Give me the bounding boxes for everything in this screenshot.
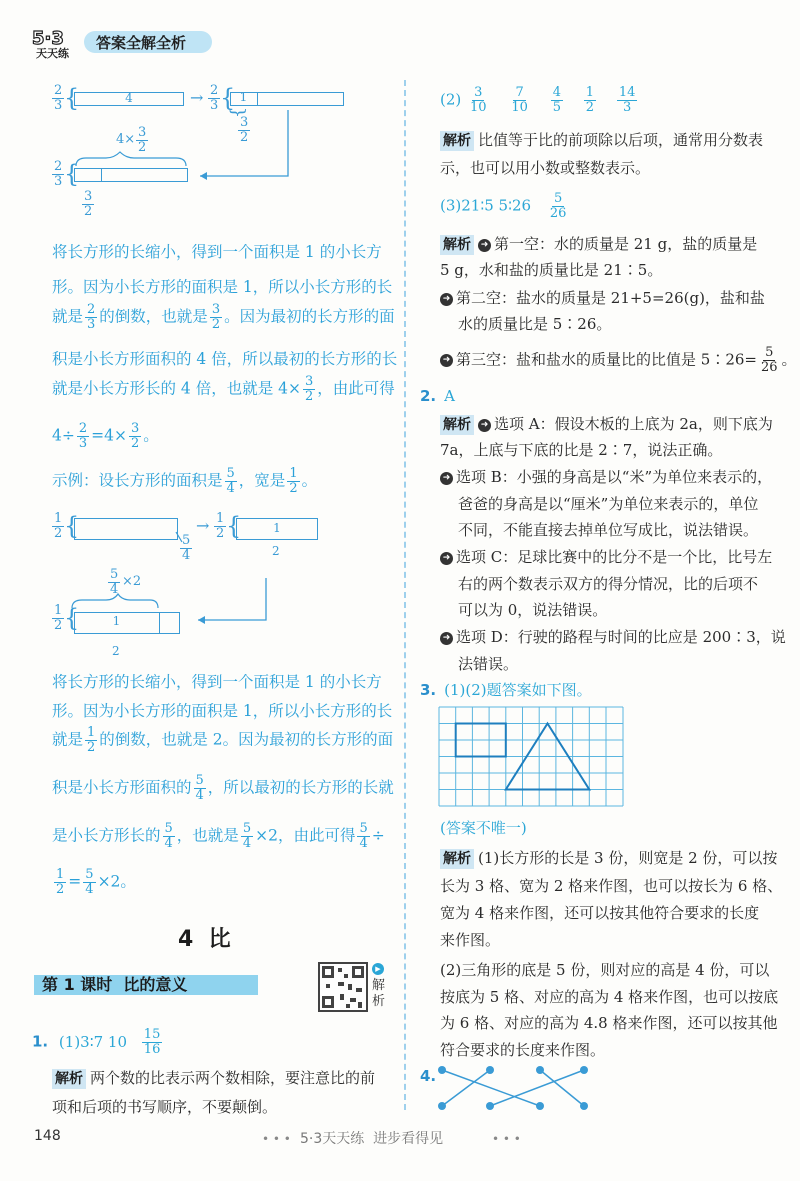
p2-line-5: 是小长方形长的 $\frac{5}{4}$ ，也就是 $\frac{5}{4}$ ×2，由此可得 $\frac{5}{4}$ ÷ bbox=[52, 821, 385, 851]
qr-code[interactable] bbox=[318, 962, 368, 1012]
a4-line-3: ➜ 选项 B：小强的身高是以“米”为单位来表示的， bbox=[440, 467, 772, 487]
d2-sub-1: 2 bbox=[272, 544, 280, 558]
q1-analysis-1: 解析 两个数的比表示两个数相除，要注意比的前 bbox=[52, 1068, 375, 1089]
d1-bar-2-label: 1 bbox=[230, 92, 258, 106]
q1-analysis-2: 项和后项的书写顺序，不要颠倒。 bbox=[52, 1098, 278, 1116]
d2-mul: ×2 bbox=[122, 574, 142, 589]
d2-bar-3-label: 1 bbox=[74, 612, 160, 634]
arrow-bullet-icon: ➜ bbox=[440, 293, 453, 306]
d2-frac-2: $\frac{1}{2}$ bbox=[216, 511, 225, 541]
a5-line-6: 按底为 5 格、对应的高为 4 格来作图，也可以按底 bbox=[440, 988, 779, 1006]
d1-mul-frac: $\frac{3}{2}$ bbox=[138, 125, 147, 155]
footer-text: 5·3天天练 进步看得见 bbox=[300, 1131, 444, 1147]
lesson-title: 第 1 课时 比的意义 bbox=[42, 975, 188, 994]
arrow-bullet-icon: ➜ bbox=[440, 354, 453, 367]
a3-line-2: 5 g，水和盐的质量比是 21∶5。 bbox=[440, 261, 663, 279]
d2-sub-3: 2 bbox=[112, 644, 120, 658]
a5-line-2: 长为 3 格、宽为 2 格来作图，也可以按长为 6 格、 bbox=[440, 877, 783, 895]
chapter-title: 4 比 bbox=[178, 927, 231, 952]
d1-frac-3: $\frac{2}{3}$ bbox=[54, 159, 63, 189]
a5-line-8: 符合要求的长度来作图。 bbox=[440, 1041, 606, 1059]
d1-frac-1: $\frac{2}{3}$ bbox=[54, 83, 63, 113]
q3-note: (答案不唯一) bbox=[440, 819, 527, 837]
a2-line-1: 解析 比值等于比的前项除以后项，通常用分数表 bbox=[440, 130, 763, 151]
a4-line-10: 法错误。 bbox=[458, 655, 519, 673]
svg-text:5·3: 5·3 bbox=[32, 28, 64, 49]
matching-figure bbox=[432, 1062, 592, 1112]
svg-text:天天练: 天天练 bbox=[36, 47, 69, 60]
a2-line-2: 示，也可以用小数或整数表示。 bbox=[440, 159, 651, 177]
p2-line-6: $\frac{1}{2}$ = $\frac{5}{4}$ ×2。 bbox=[56, 867, 136, 897]
a4-line-4: 爸爸的身高是以“厘米”为单位来表示的，单位 bbox=[458, 495, 759, 513]
p1-line-3: 就是 $\frac{2}{3}$ 的倒数，也就是 $\frac{3}{2}$ 。因为最初的长方形的面 bbox=[52, 302, 395, 332]
logo-icon bbox=[30, 24, 80, 60]
q4-label: 4. bbox=[420, 1067, 437, 1085]
p2-line-2: 形。因为小长方形的面积是 1，所以小长方形的长 bbox=[52, 702, 393, 720]
q1-3-answer: (3)21∶5 5∶26 $\frac{5}{26}$ bbox=[440, 191, 567, 221]
diagram-2: $\frac{1}{2}$ { $\frac{5}{4}$ → $\frac{1}{2}$ { 1 2 $\frac{5}{4}$ ×2 $\frac{1}{2}$ { 1 2 bbox=[40, 508, 400, 660]
column-divider bbox=[404, 80, 406, 1110]
a5-line-3: 宽为 4 格来作图，还可以按其他符合要求的长度 bbox=[440, 904, 760, 922]
arrow-bullet-icon: ➜ bbox=[478, 419, 491, 432]
a3-line-5: ➜ 第三空：盐和盐水的质量比的比值是 5∶26= $\frac{5}{26}$ 。 bbox=[440, 346, 797, 375]
matching-svg bbox=[432, 1062, 592, 1112]
d1-mul: 4× bbox=[116, 132, 136, 147]
p1-line-1: 将长方形的长缩小，得到一个面积是 1 的小长方 bbox=[52, 243, 382, 261]
diagram-1: $\frac{2}{3}$ { 4 → $\frac{2}{3}$ { 1 { $\frac{3}{2}$ 4× $\frac{3}{2}$ $\frac{2}{3}$ { $\frac{3}{2}$ bbox=[40, 80, 400, 230]
a4-line-9: ➜ 选项 D：行驶的路程与时间的比应是 200∶3，说 bbox=[440, 627, 786, 647]
d1-frac-2: $\frac{2}{3}$ bbox=[210, 83, 219, 113]
p1-line-4: 积是小长方形面积的 4 倍，所以最初的长方形的长 bbox=[52, 350, 398, 368]
a3-line-1: 解析 ➜ 第一空：水的质量是 21 g，盐的质量是 bbox=[440, 234, 757, 255]
p2-line-4: 积是小长方形面积的 $\frac{5}{4}$ ，所以最初的长方形的长就 bbox=[52, 773, 394, 803]
q1-answer: 1. (1)3∶7 10 $\frac{15}{16}$ bbox=[32, 1027, 161, 1057]
a4-line-1: 解析 ➜ 选项 A：假设木板的上底为 2a，则下底为 bbox=[440, 414, 773, 435]
q1-2-answer: (2) $\frac{3}{10}$ $\frac{7}{10}$ $\frac{4}{5}$ $\frac{1}{2}$ $\frac{14}{3}$ bbox=[440, 85, 636, 115]
play-icon[interactable]: ▶ bbox=[372, 963, 384, 975]
grid-figure bbox=[438, 706, 624, 808]
qr-code-icon bbox=[320, 964, 366, 1010]
a4-line-8: 可以为 0，说法错误。 bbox=[458, 601, 608, 619]
q2-answer: 2. A bbox=[420, 387, 455, 405]
arrow-bullet-icon: ➜ bbox=[440, 632, 453, 645]
d2-bar-1 bbox=[74, 518, 178, 540]
a4-line-7: 右的两个数表示双方的得分情况，比的后项不 bbox=[458, 575, 759, 593]
arrow-bullet-icon: ➜ bbox=[440, 472, 453, 485]
d2-mul-frac: $\frac{5}{4}$ bbox=[110, 567, 119, 597]
p2-line-1: 将长方形的长缩小，得到一个面积是 1 的小长方 bbox=[52, 673, 382, 691]
p1-line-2: 形。因为小长方形的面积是 1，所以小长方形的长 bbox=[52, 278, 393, 296]
grid-svg bbox=[438, 706, 624, 808]
d1-bar-1: 4 bbox=[74, 92, 184, 106]
d2-frac-3: $\frac{1}{2}$ bbox=[54, 603, 63, 633]
footer-dots-left: • • • bbox=[262, 1132, 291, 1146]
p1-line-6: 4÷ $\frac{2}{3}$ =4× $\frac{3}{2}$ 。 bbox=[52, 421, 159, 451]
a5-line-1: 解析 (1)长方形的长是 3 份，则宽是 2 份，可以按 bbox=[440, 848, 777, 869]
a5-line-5: (2)三角形的底是 5 份，则对应的高是 4 份，可以 bbox=[440, 961, 770, 979]
d2-bar-2: 1 bbox=[236, 518, 318, 540]
p2-line-3: 就是 $\frac{1}{2}$ 的倒数，也就是 2。因为最初的长方形的面 bbox=[52, 725, 394, 755]
page-number: 148 bbox=[34, 1128, 61, 1144]
d1-bar-3-seg bbox=[74, 168, 102, 182]
arrow-bullet-icon: ➜ bbox=[478, 239, 491, 252]
d1-sub-1: $\frac{3}{2}$ bbox=[240, 115, 249, 145]
a5-line-4: 来作图。 bbox=[440, 931, 501, 949]
a4-line-6: ➜ 选项 C：足球比赛中的比分不是一个比，比号左 bbox=[440, 547, 772, 567]
d2-frac-1: $\frac{1}{2}$ bbox=[54, 511, 63, 541]
footer-dots-right: • • • bbox=[492, 1132, 521, 1146]
a3-line-4: 水的质量比是 5∶26。 bbox=[458, 315, 612, 333]
a4-line-5: 不同，不能直接去掉单位写成比，说法错误。 bbox=[458, 521, 759, 539]
a5-line-7: 为 6 格、对应的高为 4.8 格来作图，还可以按其他 bbox=[440, 1014, 778, 1032]
d2-part-frac: $\frac{5}{4}$ bbox=[182, 533, 191, 563]
logo bbox=[30, 24, 80, 60]
arrow-bullet-icon: ➜ bbox=[440, 552, 453, 565]
header-title: 答案全解全析 bbox=[96, 34, 187, 52]
q3-answer: 3. (1)(2)题答案如下图。 bbox=[420, 681, 592, 699]
p1-line-5: 就是小长方形长的 4 倍，也就是 4× $\frac{3}{2}$ ，由此可得 bbox=[52, 374, 395, 404]
a3-line-3: ➜ 第二空：盐水的质量是 21+5=26(g)，盐和盐 bbox=[440, 288, 765, 308]
d1-sub-2: $\frac{3}{2}$ bbox=[84, 189, 93, 219]
a4-line-2: 7a，上底与下底的比是 2∶7，说法正确。 bbox=[440, 441, 723, 459]
qr-label: 解析 bbox=[372, 978, 386, 1009]
example-line: 示例：设长方形的面积是 $\frac{5}{4}$ ，宽是 $\frac{1}{2}$ 。 bbox=[52, 466, 318, 496]
